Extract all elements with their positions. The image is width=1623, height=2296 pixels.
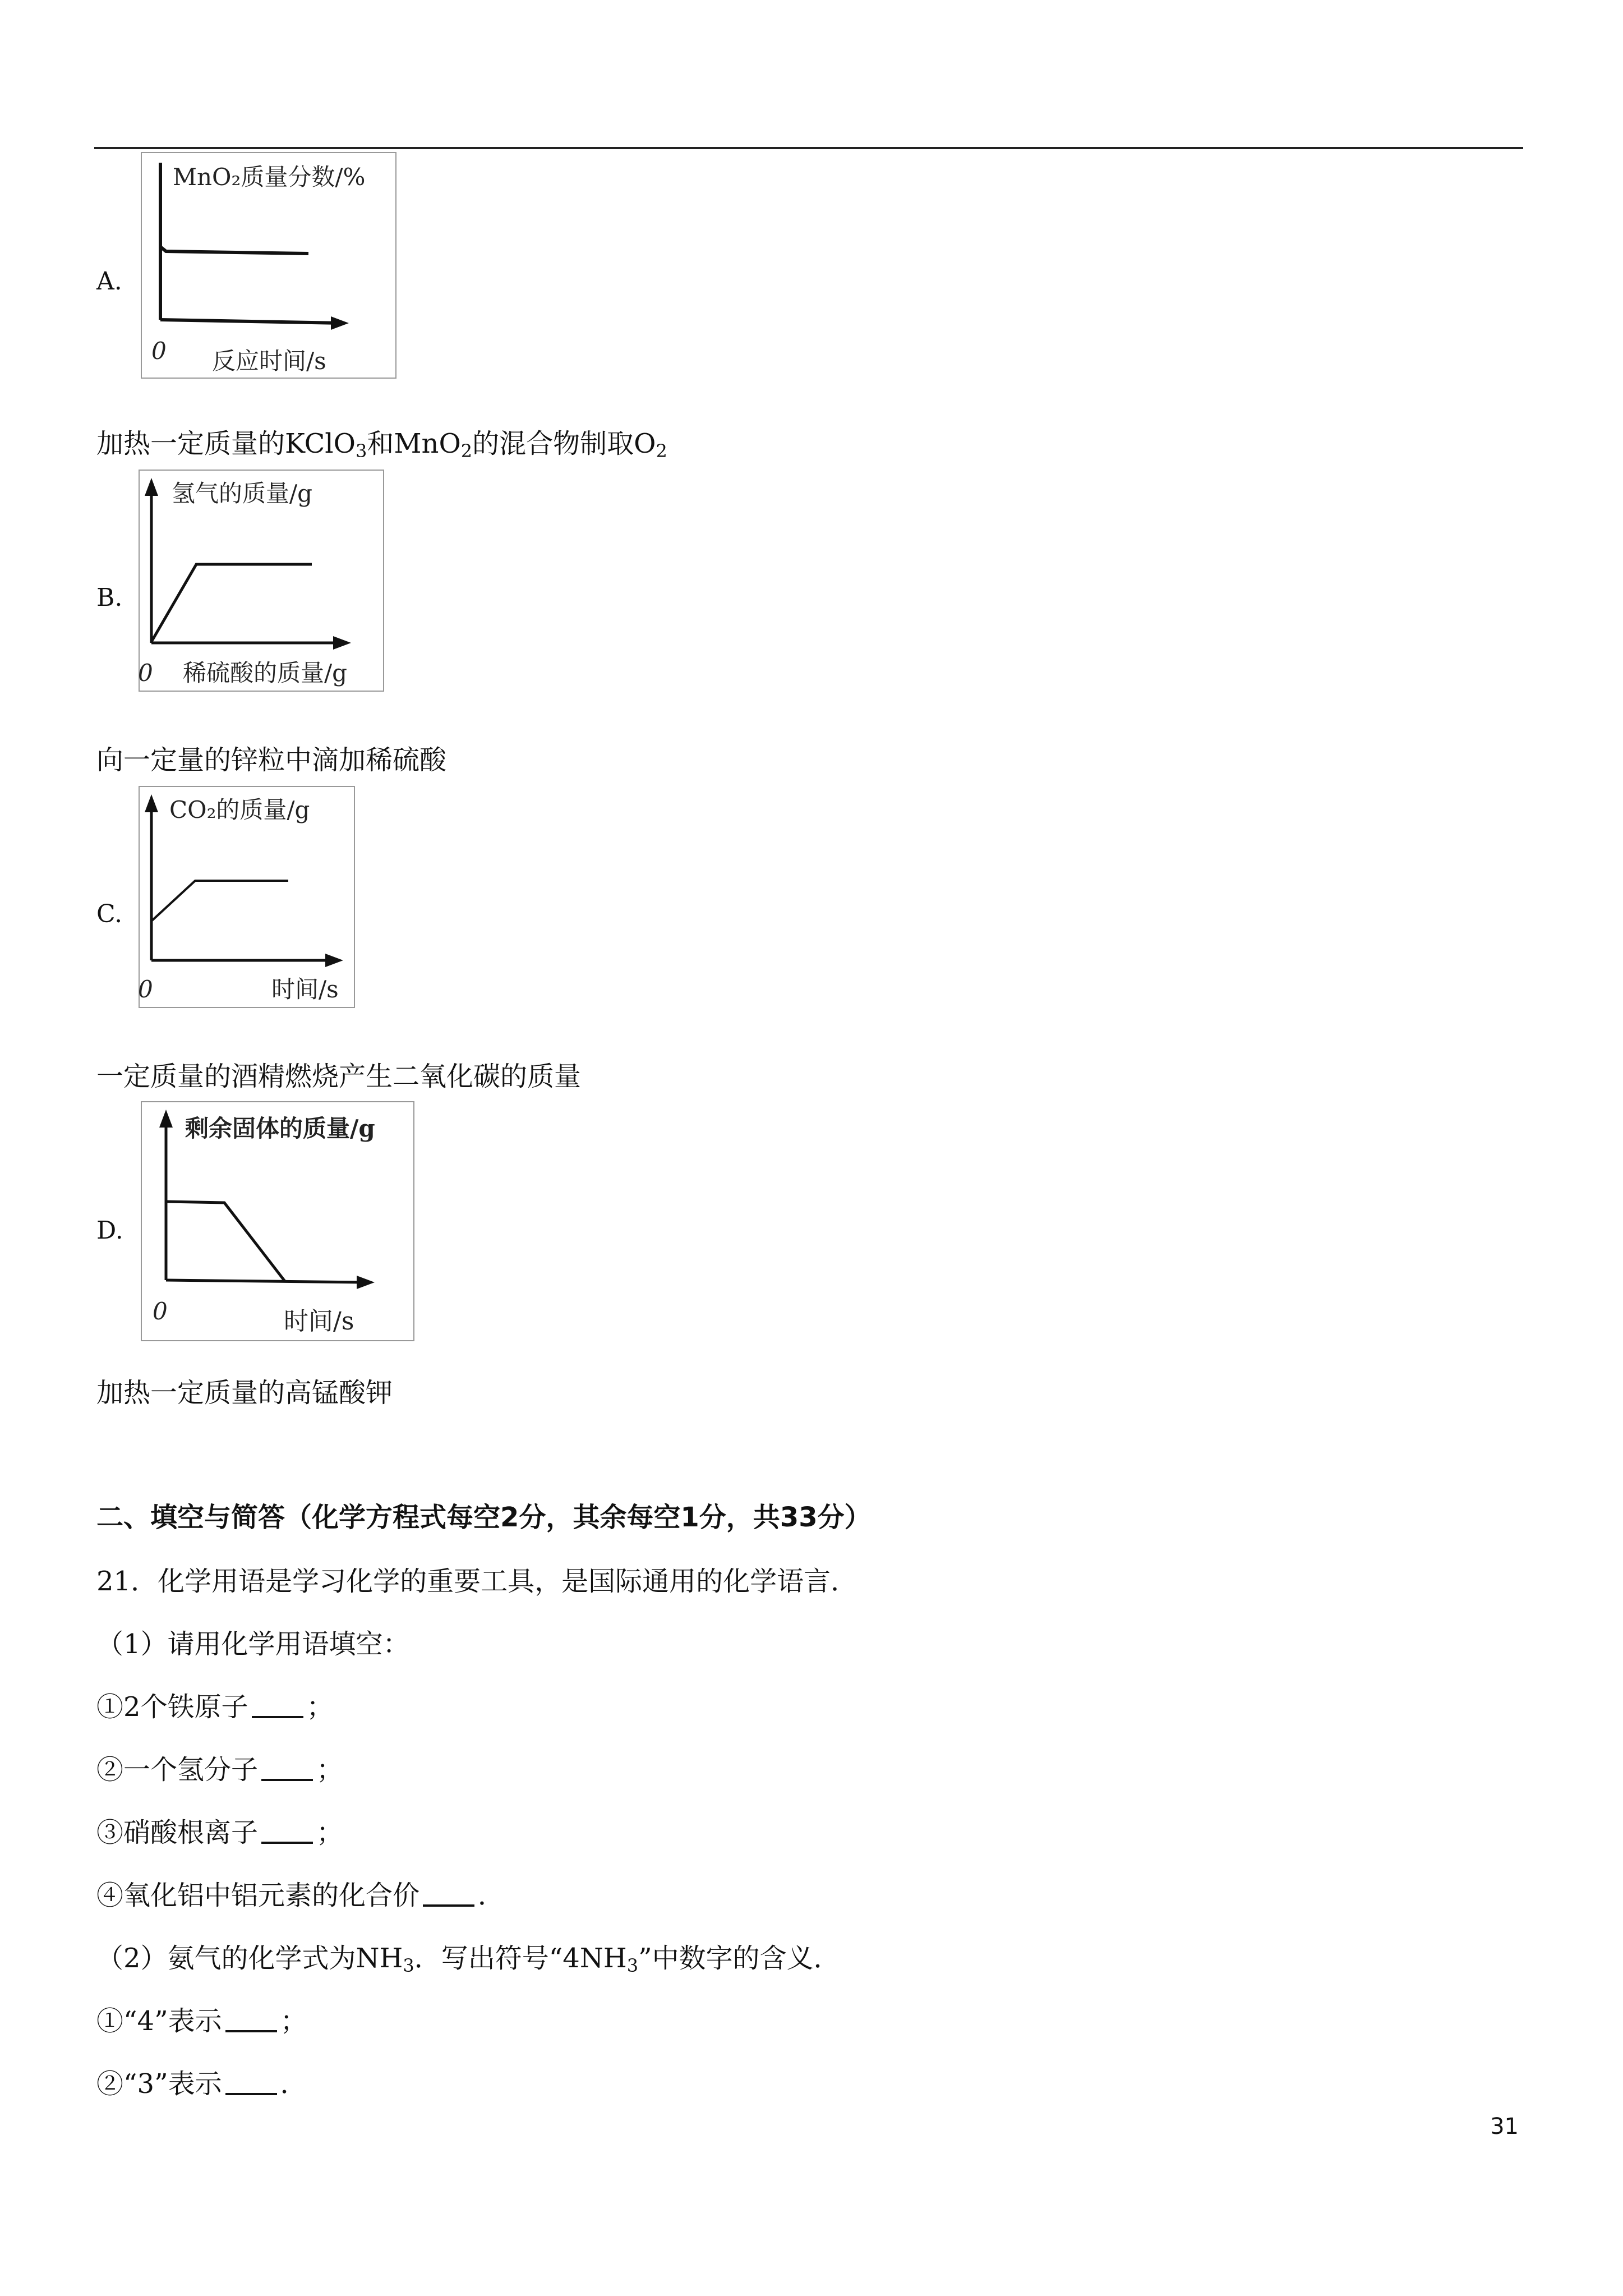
x-axis-label: 稀硫酸的质量/g [183,659,348,687]
x-axis [160,320,342,323]
q21-stem: 21．化学用语是学习化学的重要工具，是国际通用的化学语言． [96,1566,858,1597]
page-number: 31 [1490,2114,1519,2139]
origin-label: 0 [151,337,167,365]
data-line [151,881,288,921]
q21-part1: （1）请用化学用语填空： [96,1628,410,1660]
option-c-graph [138,785,357,1010]
option-d-graph [140,1101,415,1342]
answer-blank[interactable] [261,1819,313,1844]
x-axis [166,1280,365,1282]
option-b-caption: 向一定量的锌粒中滴加稀硫酸 [96,744,447,776]
q21-part2: （2）氨气的化学式为$NH_3$．写出符号“$4NH_3$”中数字的含义． [96,1943,841,1976]
y-axis-label: MnO₂质量分数/% [173,163,366,191]
option-b-letter: B. [96,583,123,612]
option-a-graph [140,151,398,381]
q21-item-1: ①2个铁原子 ； [96,1691,334,1723]
option-d-letter: D. [96,1216,123,1245]
option-c-caption: 一定质量的酒精燃烧产生二氧化碳的质量 [96,1061,582,1092]
header-rule [94,147,1523,149]
y-axis-label: 剩余固体的质量/g [185,1115,375,1142]
section-heading: 二、填空与简答（化学方程式每空2分，其余每空1分，共33分） [96,1502,872,1533]
answer-blank[interactable] [225,2070,277,2095]
answer-blank[interactable] [252,1694,303,1718]
y-axis-label: CO₂的质量/g [169,796,310,823]
answer-blank[interactable] [423,1882,474,1907]
x-axis-label: 时间/s [271,976,339,1003]
q21-item-2: ②一个氢分子 ； [96,1754,344,1786]
answer-blank[interactable] [261,1756,313,1781]
option-b-graph [138,469,385,693]
data-line [151,564,312,642]
origin-label: 0 [138,976,153,1003]
option-d-caption: 加热一定质量的高锰酸钾 [96,1377,393,1409]
x-axis-label: 时间/s [284,1307,354,1336]
data-line [166,1202,285,1281]
answer-blank[interactable] [225,2008,277,2032]
y-axis-label: 氢气的质量/g [172,480,313,507]
origin-label: 0 [138,659,153,687]
x-axis-label: 反应时间/s [212,347,326,375]
option-c-letter: C. [96,900,123,928]
q21-item-4: ④氧化铝中铝元素的化合价 ． [96,1880,505,1911]
option-a-caption: 加热一定质量的KClO$_3$和MnO$_2$的混合物制取$O_2$ [96,428,667,462]
origin-label: 0 [153,1297,168,1325]
data-line [160,247,308,254]
q21-part2-item-1: ①“4”表示 ； [96,2005,307,2037]
q21-item-3: ③硝酸根离子 ； [96,1817,344,1848]
option-a-letter: A. [96,267,122,296]
q21-part2-item-2: ②“3”表示 ． [96,2068,307,2100]
